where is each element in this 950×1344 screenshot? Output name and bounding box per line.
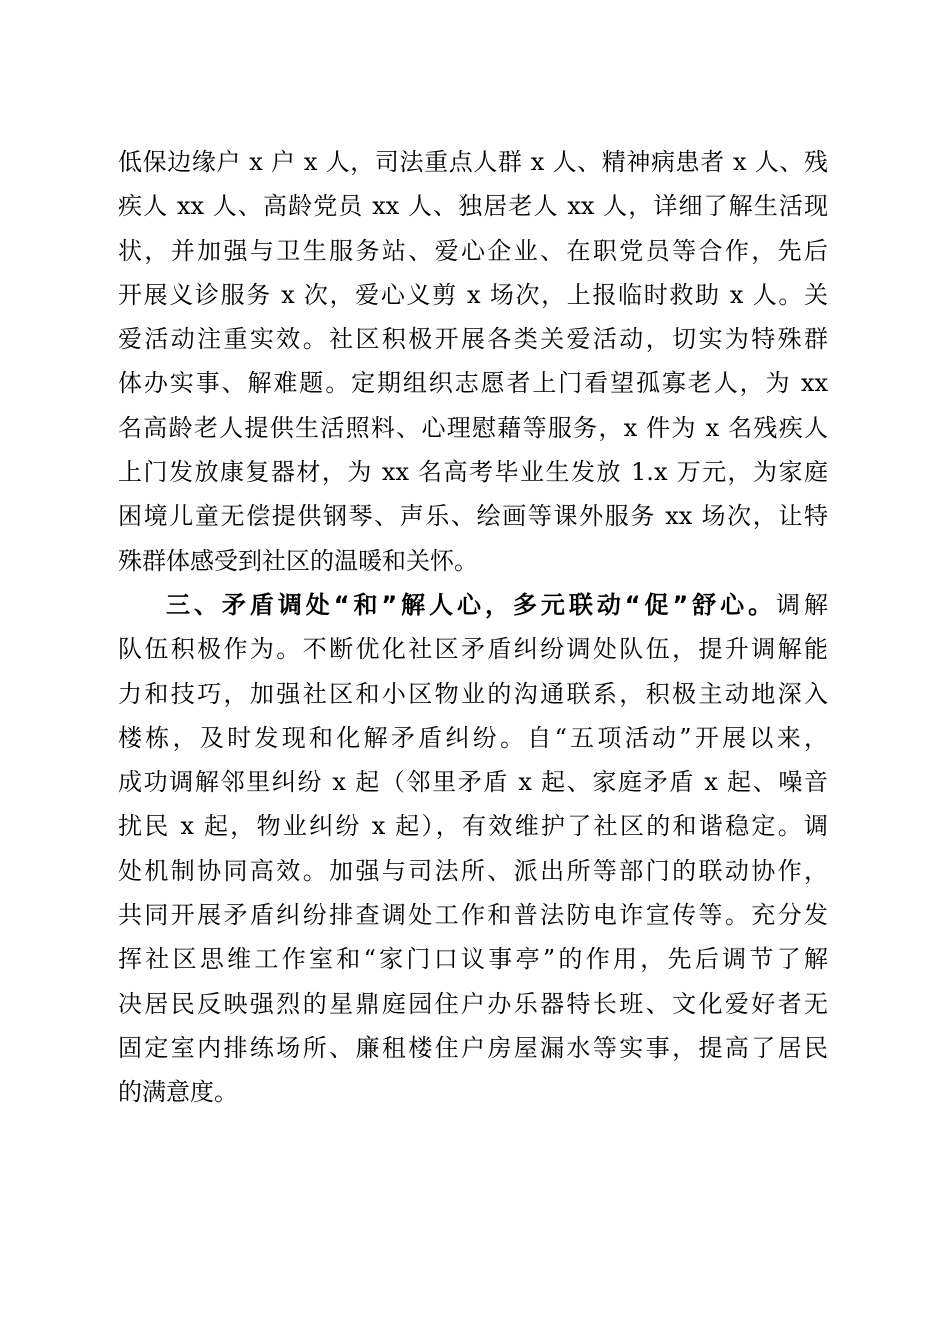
text-line: 挥社区思维工作室和“家门口议事亭”的作用，先后调节了解 xyxy=(118,945,828,974)
text-line: 的满意度。 xyxy=(118,1078,238,1107)
section-heading-line xyxy=(118,583,828,627)
text-line: 状，并加强与卫生服务站、爱心企业、在职党员等合作，先后 xyxy=(118,236,828,265)
text-run: 调解 xyxy=(776,590,829,619)
text-line: 力和技巧，加强社区和小区物业的沟通联系，积极主动地深入 xyxy=(118,679,828,708)
text-line: 爱活动注重实效。社区积极开展各类关爱活动，切实为特殊群 xyxy=(118,325,828,354)
text-line: 开展义诊服务 x 次，爱心义剪 x 场次，上报临时救助 x 人。关 xyxy=(118,280,828,309)
text-line: 固定室内排练场所、廉租楼住户房屋漏水等实事，提高了居民 xyxy=(118,1033,828,1062)
text-line: 殊群体感受到社区的温暖和关怀。 xyxy=(118,546,478,575)
text-line: 队伍积极作为。不断优化社区矛盾纠纷调处队伍，提升调解能 xyxy=(118,635,828,664)
paragraph-conflict-mediation xyxy=(118,583,828,1115)
document-page xyxy=(118,140,828,1115)
paragraph-care-activities xyxy=(118,140,828,583)
text-line: 体办实事、解难题。定期组织志愿者上门看望孤寡老人，为 xx xyxy=(118,369,828,398)
text-line: 疾人 xx 人、高龄党员 xx 人、独居老人 xx 人，详细了解生活现 xyxy=(118,192,828,221)
text-line: 上门发放康复器材，为 xx 名高考毕业生发放 1.x 万元，为家庭 xyxy=(118,458,828,487)
text-line: 成功调解邻里纠纷 x 起（邻里矛盾 x 起、家庭矛盾 x 起、噪音 xyxy=(118,768,828,797)
text-line: 共同开展矛盾纠纷排查调处工作和普法防电诈宣传等。充分发 xyxy=(118,901,828,930)
text-line: 决居民反映强烈的星鼎庭园住户办乐器特长班、文化爱好者无 xyxy=(118,989,828,1018)
text-line: 扰民 x 起，物业纠纷 x 起），有效维护了社区的和谐稳定。调 xyxy=(118,812,828,841)
text-line: 困境儿童无偿提供钢琴、声乐、绘画等课外服务 xx 场次，让特 xyxy=(118,502,828,531)
text-line: 低保边缘户 x 户 x 人，司法重点人群 x 人、精神病患者 x 人、残 xyxy=(118,148,828,176)
text-line: 处机制协同高效。加强与司法所、派出所等部门的联动协作， xyxy=(118,856,828,885)
text-line: 楼栋，及时发现和化解矛盾纠纷。自“五项活动”开展以来， xyxy=(118,723,828,752)
text-line: 名高龄老人提供生活照料、心理慰藉等服务，x 件为 x 名残疾人 xyxy=(118,413,828,442)
section-heading: 三、矛盾调处“和”解人心，多元联动“促”舒心。 xyxy=(166,590,777,619)
